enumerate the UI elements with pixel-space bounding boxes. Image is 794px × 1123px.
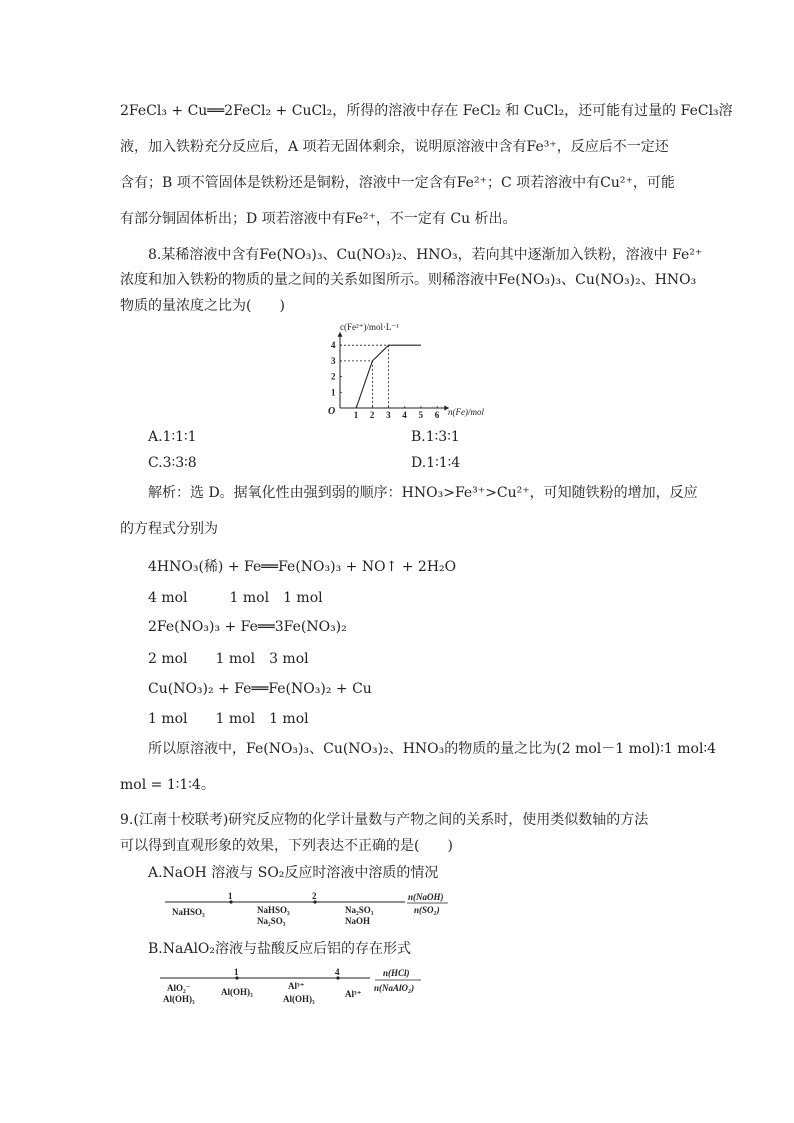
- axis-a-region-3-line-1: Na₂SO₃: [345, 905, 374, 915]
- q9-option-a[interactable]: A.NaOH 溶液与 SO₂反应时溶液中溶质的情况: [148, 865, 439, 881]
- q9-stem-line-2: 可以得到直观形象的效果，下列表达不正确的是( ): [120, 838, 453, 854]
- chart-y-tick-label: 3: [331, 355, 336, 366]
- prev-paragraph-line-1: 2FeCl₃ + Cu══2FeCl₂ + CuCl₂，所得的溶液中存在 FeCl₂ 和 CuCl₂，还可能有过量的 FeCl₃溶: [120, 103, 733, 119]
- axis-b-tick-4-label: 4: [335, 967, 340, 977]
- q8-equation-3-moles: 1 mol 1 mol 1 mol: [148, 711, 309, 727]
- chart-x-tick-label: 3: [386, 410, 391, 420]
- q8-stem-line-1: 8.某稀溶液中含有Fe(NO₃)₃、Cu(NO₃)₂、HNO₃，若向其中逐渐加入铁粉，溶液中 Fe²⁺: [148, 247, 703, 263]
- q9-stem-line-1: 9.(江南十校联考)研究反应物的化学计量数与产物之间的关系时，使用类似数轴的方法: [120, 812, 649, 828]
- axis-b-region-4: Al³⁺: [345, 989, 362, 999]
- axis-b-region-1-line-1: AlO₂⁻: [167, 983, 191, 993]
- chart-x-tick-label: 6: [434, 410, 440, 420]
- q8-stem-line-2: 浓度和加入铁粉的物质的量之间的关系如图所示。则稀溶液中Fe(NO₃)₃、Cu(NO₃)₂、HNO₃: [120, 272, 697, 288]
- q8-stem-line-3: 物质的量浓度之比为( ): [120, 298, 285, 314]
- axis-a-ratio-numerator: n(NaOH): [408, 892, 444, 902]
- number-line-a: [160, 888, 460, 932]
- axis-a-region-1: NaHSO₃: [172, 907, 205, 917]
- prev-paragraph-line-2: 液，加入铁粉充分反应后，A 项若无固体剩余，说明原溶液中含有Fe³⁺，反应后不一定还: [120, 139, 669, 155]
- axis-b-ratio-numerator: n(HCl): [383, 968, 410, 978]
- axis-b-region-2: Al(OH)₃: [221, 987, 253, 997]
- axis-b-region-3-line-1: Al³⁺: [288, 981, 305, 991]
- q8-option-b[interactable]: B.1∶3∶1: [411, 429, 460, 445]
- chart-y-axis-arrow: [338, 332, 343, 337]
- prev-paragraph-line-3: 含有；B 项不管固体是铁粉还是铜粉，溶液中一定含有Fe²⁺；C 项若溶液中有Cu²⁺，可能: [120, 175, 675, 191]
- chart-y-tick-label: 2: [331, 371, 336, 382]
- chart-origin-label: O: [328, 406, 336, 417]
- axis-b-ratio-denominator: n(NaAlO₂): [374, 983, 415, 993]
- chart-y-tick-label: 4: [331, 340, 336, 351]
- chart-xlabel: n(Fe)/mol: [448, 407, 484, 417]
- prev-paragraph-line-4: 有部分铜固体析出；D 项若溶液中有Fe²⁺，不一定有 Cu 析出。: [120, 211, 517, 227]
- chart-x-tick-label: 1: [353, 410, 359, 420]
- chart-y-tick-label: 1: [331, 387, 336, 398]
- q9-option-b[interactable]: B.NaAlO₂溶液与盐酸反应后铝的存在形式: [148, 941, 412, 957]
- q8-equation-1-moles: 4 mol 1 mol 1 mol: [148, 590, 323, 606]
- axis-b-tick-1-label: 1: [234, 967, 239, 977]
- axis-a-region-2-line-2: Na₂SO₃: [257, 916, 286, 926]
- chart-x-tick-label: 2: [369, 410, 375, 420]
- number-line-b: [155, 964, 455, 1014]
- q8-option-a[interactable]: A.1∶1∶1: [148, 429, 197, 445]
- axis-a-ratio-denominator: n(SO₂): [414, 905, 440, 915]
- chart-x-tick-label: 4: [402, 410, 407, 420]
- fe2-concentration-chart: [300, 318, 500, 420]
- axis-b-region-1-line-2: Al(OH)₃: [163, 994, 195, 1004]
- chart-ylabel: c(Fe²⁺)/mol·L⁻¹: [340, 322, 399, 332]
- q8-analysis-line-2: 的方程式分别为: [120, 521, 218, 537]
- chart-x-tick-label: 5: [418, 410, 423, 420]
- q8-equation-3: Cu(NO₃)₂ + Fe══Fe(NO₃)₂ + Cu: [148, 681, 372, 697]
- q8-option-c[interactable]: C.3∶3∶8: [148, 455, 197, 471]
- q8-conclusion-line-1: 所以原溶液中，Fe(NO₃)₃、Cu(NO₃)₂、HNO₃的物质的量之比为(2 mol－1 mol)∶1 mol∶4: [148, 741, 716, 757]
- axis-a-tick-1-label: 1: [228, 891, 233, 901]
- axis-b-region-3-line-2: Al(OH)₃: [283, 994, 315, 1004]
- q8-conclusion-line-2: mol = 1∶1∶4。: [120, 777, 215, 793]
- q8-equation-1: 4HNO₃(稀) + Fe══Fe(NO₃)₃ + NO↑ + 2H₂O: [148, 559, 457, 575]
- axis-a-region-2-line-1: NaHSO₃: [257, 905, 290, 915]
- q8-equation-2-moles: 2 mol 1 mol 3 mol: [148, 651, 309, 667]
- axis-a-region-3-line-2: NaOH: [345, 916, 371, 926]
- q8-analysis-line-1: 解析：选 D。据氧化性由强到弱的顺序：HNO₃>Fe³⁺>Cu²⁺，可知随铁粉的增加，反应: [148, 485, 698, 501]
- axis-a-tick-2-label: 2: [312, 891, 317, 901]
- q8-equation-2: 2Fe(NO₃)₃ + Fe══3Fe(NO₃)₂: [148, 619, 347, 635]
- q8-option-d[interactable]: D.1∶1∶4: [411, 455, 461, 471]
